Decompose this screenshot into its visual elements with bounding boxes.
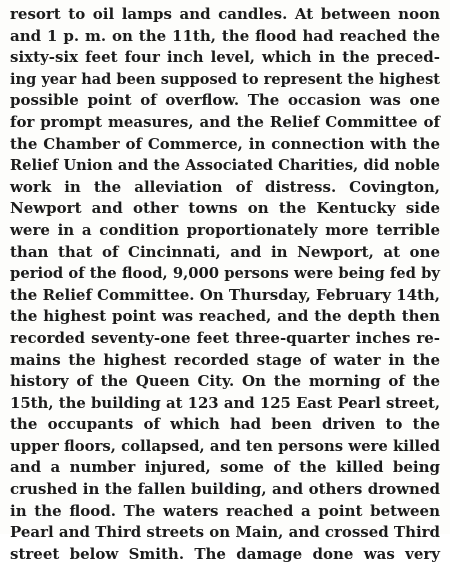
text-line-8: Relief Union and the Associated Charities, did noble (10, 157, 440, 175)
text-line-15: the highest point was reached, and the depth then (10, 307, 440, 326)
text-line-12: than that of Cincinnati, and in Newport, at one (10, 242, 440, 261)
text-line-20: the occupants of which had been driven to the (10, 415, 440, 434)
text-line-2: and 1 p. m. on the 11th, the flood had reached the (10, 26, 440, 45)
text-line-21: upper floors, collapsed, and ten persons were killed (10, 436, 440, 455)
text-line-18: history of the Queen City. On the morning of the (10, 372, 440, 391)
text-line-9: work in the alleviation of distress. Covington, (10, 177, 440, 196)
text-line-13: period of the flood, 9,000 persons were being fed by (10, 265, 440, 283)
text-line-5: possible point of overflow. The occasion was one (10, 91, 440, 110)
text-line-14: the Relief Committee. On Thursday, February 14th, (10, 285, 440, 304)
body-text (10, 4, 440, 565)
text-line-6: for prompt measures, and the Relief Committee of (10, 112, 440, 131)
text-line-11: were in a condition proportionately more terrible (10, 220, 440, 239)
text-line-1: resort to oil lamps and candles. At between noon (10, 5, 440, 23)
text-line-26: street below Smith. The damage done was very (10, 544, 440, 563)
text-line-16: recorded seventy-one feet three-quarter inches re- (10, 328, 440, 347)
text-line-3: sixty-six feet four inch level, which in the preced- (10, 48, 440, 67)
text-line-25: Pearl and Third streets on Main, and crossed Third (10, 523, 440, 542)
text-line-10: Newport and other towns on the Kentucky side (10, 199, 440, 218)
text-line-7: the Chamber of Commerce, in connection with the (10, 134, 440, 153)
text-line-23: crushed in the fallen building, and others drowned (10, 480, 440, 499)
text-line-4: ing year had been supposed to represent the highest (10, 70, 440, 88)
text-line-24: in the flood. The waters reached a point between (10, 501, 440, 520)
text-line-22: and a number injured, some of the killed being (10, 458, 440, 477)
text-line-19: 15th, the building at 123 and 125 East Pearl street, (10, 393, 440, 412)
text-line-17: mains the highest recorded stage of water in the (10, 350, 440, 369)
